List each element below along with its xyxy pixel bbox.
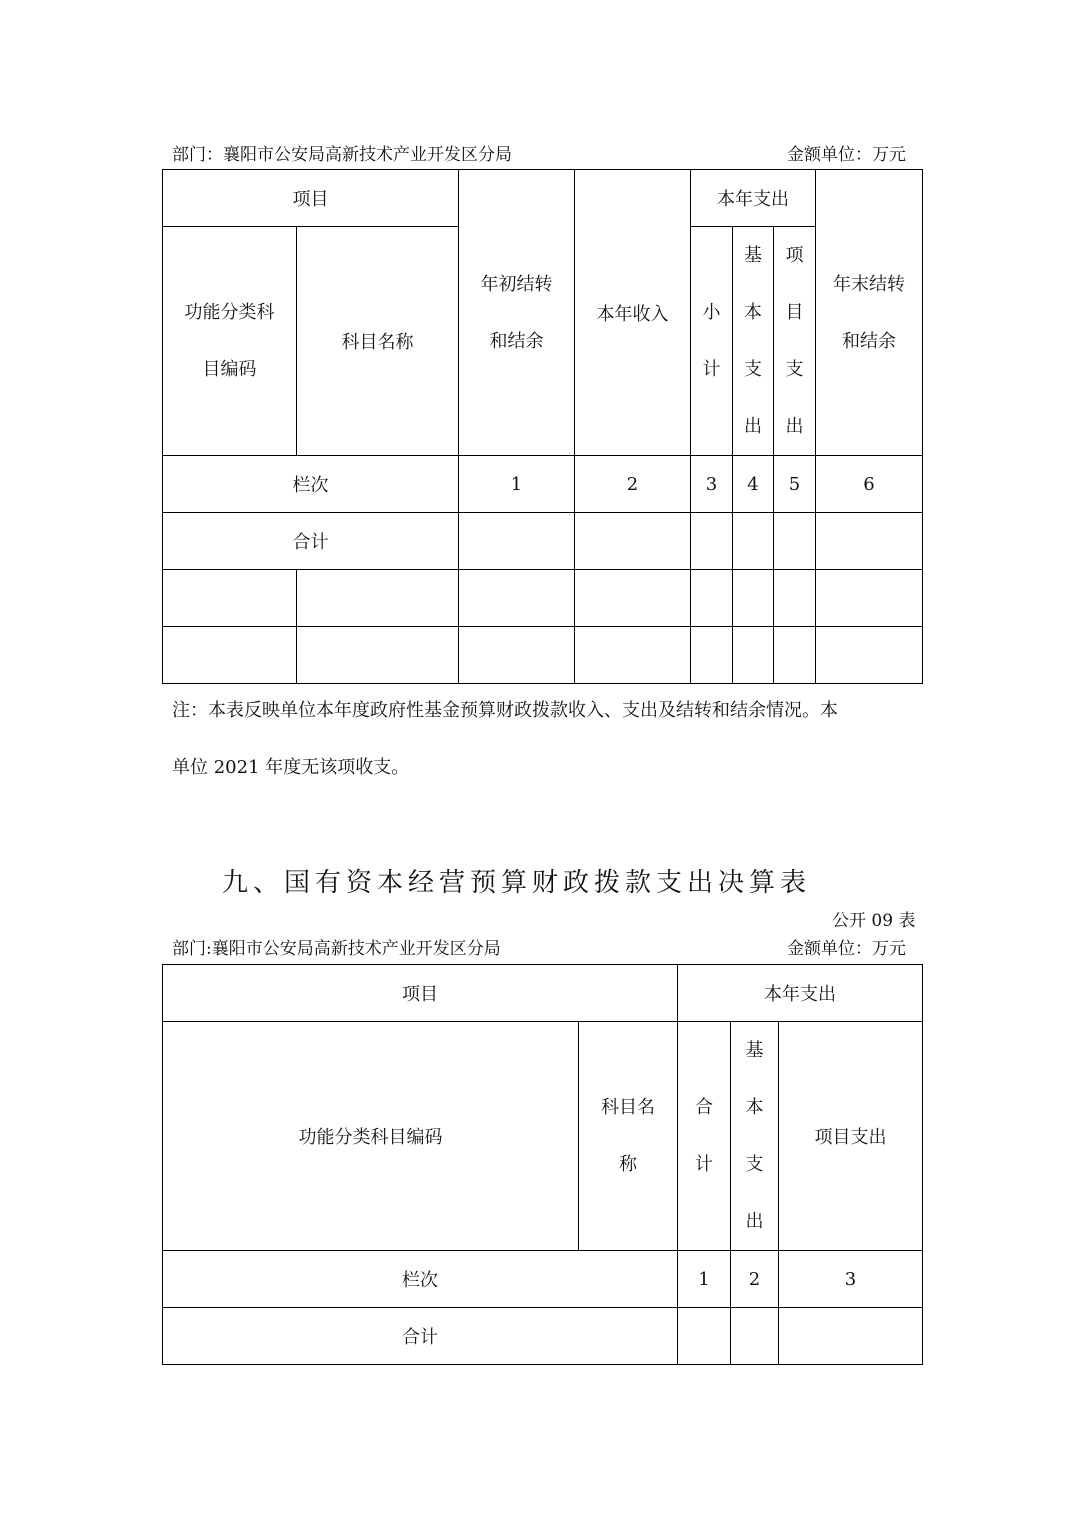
table-cell [575,627,691,684]
col-num-2: 2 [731,1251,779,1308]
header-project-expense: 项 目 支 出 [774,227,816,456]
row-total-label: 合计 [163,1308,678,1365]
header-total: 合 计 [678,1022,731,1251]
header-expense: 本年支出 [678,965,923,1022]
table-cell [459,513,575,570]
col-num-1: 1 [459,456,575,513]
header-income: 本年收入 [575,170,691,456]
note-line-2: 单位 2021 年度无该项收支。 [172,757,410,778]
header-item: 项目 [163,170,459,227]
table-cell [816,627,923,684]
state-capital-table [162,964,923,1365]
header-subtotal: 小 计 [691,227,733,456]
col-num-3: 3 [779,1251,923,1308]
table-cell [779,1308,923,1365]
table-cell [733,627,774,684]
header-basic-expense: 基 本 支 出 [731,1022,779,1251]
header-begin-balance: 年初结转 和结余 [459,170,575,456]
govfund-table [162,169,923,684]
table-cell [297,627,459,684]
dept-label: 部门：襄阳市公安局高新技术产业开发区分局 [172,145,512,165]
header-basic-expense: 基 本 支 出 [733,227,774,456]
table-cell [459,627,575,684]
table-cell [691,570,733,627]
table-cell [691,513,733,570]
col-num-6: 6 [816,456,923,513]
col-num-4: 4 [733,456,774,513]
col-num-2: 2 [575,456,691,513]
table-row [163,627,923,684]
table-cell [733,570,774,627]
row-column-label: 栏次 [163,1251,678,1308]
table-cell [731,1308,779,1365]
table-cell [774,627,816,684]
header-subject-name: 科目名 称 [579,1022,678,1251]
table-cell [575,513,691,570]
table-cell [774,513,816,570]
table-cell [163,627,297,684]
col-num-5: 5 [774,456,816,513]
unit-label: 金额单位：万元 [787,939,906,959]
section-title: 九、国有资本经营预算财政拨款支出决算表 [222,868,812,898]
table-row [163,570,923,627]
header-project-expense: 项目支出 [779,1022,923,1251]
header-expense: 本年支出 [691,170,816,227]
header-function-code: 功能分类科 目编码 [163,227,297,456]
header-function-code: 功能分类科目编码 [163,1022,579,1251]
row-column-label: 栏次 [163,456,459,513]
col-num-1: 1 [678,1251,731,1308]
table-cell [691,627,733,684]
unit-label: 金额单位：万元 [787,145,906,165]
note-line-1: 注：本表反映单位本年度政府性基金预算财政拨款收入、支出及结转和结余情况。本 [172,700,838,721]
table-cell [774,570,816,627]
table-cell [733,513,774,570]
col-num-3: 3 [691,456,733,513]
header-subject-name: 科目名称 [297,227,459,456]
header-end-balance: 年末结转 和结余 [816,170,923,456]
table-cell [816,570,923,627]
dept-label: 部门:襄阳市公安局高新技术产业开发区分局 [172,939,501,959]
table-cell [297,570,459,627]
table-code: 公开 09 表 [832,911,916,931]
header-item: 项目 [163,965,678,1022]
row-total-label: 合计 [163,513,459,570]
table-cell [575,570,691,627]
table-cell [816,513,923,570]
table-cell [163,570,297,627]
table-cell [678,1308,731,1365]
table-cell [459,570,575,627]
